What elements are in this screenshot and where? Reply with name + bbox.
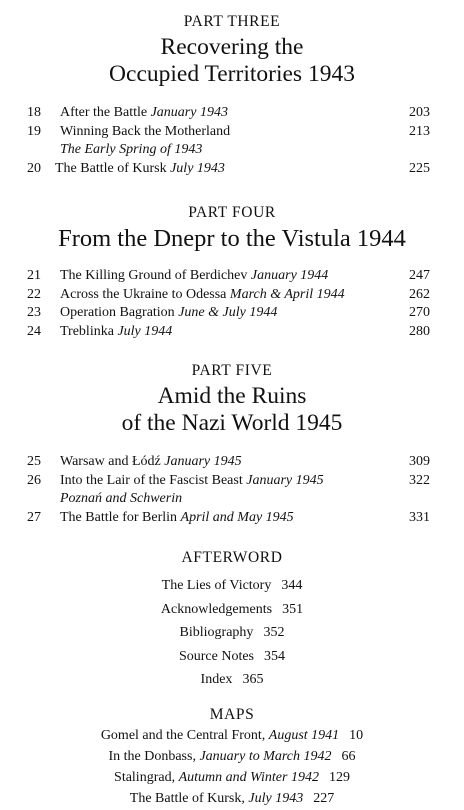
chapter-title: The Battle for Berlin April and May 1945 — [60, 509, 294, 525]
chapter-subtitle: The Early Spring of 1943 — [60, 142, 203, 158]
toc-entry[interactable] — [0, 267, 464, 286]
page-number: 227 — [313, 791, 335, 806]
map-entry[interactable] — [0, 746, 464, 767]
page-number: 66 — [341, 749, 356, 764]
map-title: In the Donbass, — [108, 749, 196, 764]
page-number: 365 — [242, 672, 264, 688]
part-five-entries — [0, 453, 464, 527]
entry-title: Bibliography — [179, 625, 254, 641]
toc-entry[interactable] — [0, 123, 464, 142]
page-number: 351 — [282, 601, 304, 617]
map-date: July 1943 — [248, 791, 304, 806]
chapter-title: After the Battle January 1943 — [60, 105, 228, 120]
page-number: 280 — [409, 323, 430, 339]
chapter-title: Treblinka July 1944 — [60, 323, 173, 339]
chapter-title: Operation Bagration June & July 1944 — [60, 305, 278, 321]
part-title-line: Recovering the — [160, 34, 304, 60]
map-title: Gomel and the Central Front, — [100, 728, 266, 743]
part-title-line: From the Dnepr to the Vistula 1944 — [58, 225, 406, 252]
chapter-number: 22 — [27, 286, 41, 302]
chapter-title: Across the Ukraine to Odessa March & April 1944 — [60, 286, 345, 302]
maps-label: MAPS — [209, 706, 255, 723]
map-date: January to March 1942 — [199, 749, 332, 764]
chapter-subtitle: Poznań and Schwerin — [60, 491, 183, 507]
toc-entry[interactable] — [0, 323, 464, 342]
part-label: PART THREE — [183, 13, 281, 30]
part-four-section — [0, 204, 464, 252]
toc-entry[interactable] — [0, 574, 464, 598]
page-number: 270 — [409, 305, 430, 321]
maps-section — [0, 706, 464, 809]
page-number: 354 — [264, 648, 286, 664]
page-number: 129 — [328, 770, 350, 785]
toc-entry[interactable] — [0, 621, 464, 645]
chapter-number: 27 — [27, 509, 41, 525]
part-label: PART FOUR — [188, 204, 276, 221]
toc-entry[interactable] — [0, 453, 464, 472]
afterword-list — [0, 574, 464, 692]
part-five-section — [0, 362, 464, 437]
part-title-line: Occupied Territories 1943 — [109, 61, 355, 87]
map-entry[interactable] — [0, 788, 464, 809]
chapter-number: 21 — [27, 268, 41, 283]
chapter-number: 25 — [27, 454, 41, 469]
page-number: 331 — [409, 509, 430, 525]
afterword-section — [0, 549, 464, 692]
page-number: 247 — [409, 268, 430, 283]
page-number: 309 — [409, 454, 430, 469]
maps-list — [0, 725, 464, 809]
toc-entry[interactable] — [0, 472, 464, 491]
chapter-number: 20 — [27, 160, 41, 176]
part-four-entries — [0, 267, 464, 341]
chapter-title: The Killing Ground of Berdichev January 1944 — [60, 268, 329, 283]
chapter-title: Winning Back the Motherland — [60, 123, 231, 139]
chapter-number: 26 — [27, 472, 41, 488]
toc-entry-subtitle — [0, 490, 464, 509]
page-number: 352 — [263, 625, 285, 641]
map-date: August 1941 — [268, 728, 340, 743]
page-number: 213 — [409, 123, 430, 139]
chapter-number: 23 — [27, 305, 41, 321]
chapter-title: The Battle of Kursk July 1943 — [55, 160, 225, 176]
chapter-number: 19 — [27, 123, 41, 139]
part-label: PART FIVE — [191, 362, 273, 379]
entry-title: Index — [200, 672, 233, 688]
page-number: 262 — [409, 286, 430, 302]
toc-entry[interactable] — [0, 160, 464, 179]
chapter-title: Warsaw and Łódź January 1945 — [60, 454, 242, 469]
part-title-line: Amid the Ruins — [157, 383, 307, 409]
toc-entry[interactable] — [0, 509, 464, 528]
page-number: 10 — [349, 728, 364, 743]
page-number: 225 — [409, 160, 430, 176]
toc-entry[interactable] — [0, 286, 464, 305]
chapter-number: 24 — [27, 323, 41, 339]
entry-title: The Lies of Victory — [161, 578, 272, 593]
afterword-label: AFTERWORD — [181, 549, 283, 566]
part-three-section — [0, 13, 464, 88]
page-number: 203 — [409, 105, 430, 120]
toc-entry[interactable] — [0, 304, 464, 323]
toc-entry[interactable] — [0, 598, 464, 622]
part-title-line: of the Nazi World 1945 — [121, 410, 343, 436]
page-number: 344 — [281, 578, 303, 593]
toc-entry[interactable] — [0, 668, 464, 692]
map-title: Stalingrad, — [114, 770, 176, 785]
map-entry[interactable] — [0, 725, 464, 746]
chapter-title: Into the Lair of the Fascist Beast January 1945 — [60, 472, 324, 488]
map-date: Autumn and Winter 1942 — [178, 770, 319, 785]
map-entry[interactable] — [0, 767, 464, 788]
chapter-number: 18 — [27, 105, 41, 120]
toc-entry[interactable] — [0, 104, 464, 123]
entry-title: Source Notes — [178, 648, 255, 664]
part-three-entries — [0, 104, 464, 178]
toc-entry-subtitle — [0, 141, 464, 160]
entry-title: Acknowledgements — [160, 601, 273, 617]
page-number: 322 — [409, 472, 430, 488]
map-title: The Battle of Kursk, — [129, 791, 245, 806]
toc-entry[interactable] — [0, 645, 464, 669]
